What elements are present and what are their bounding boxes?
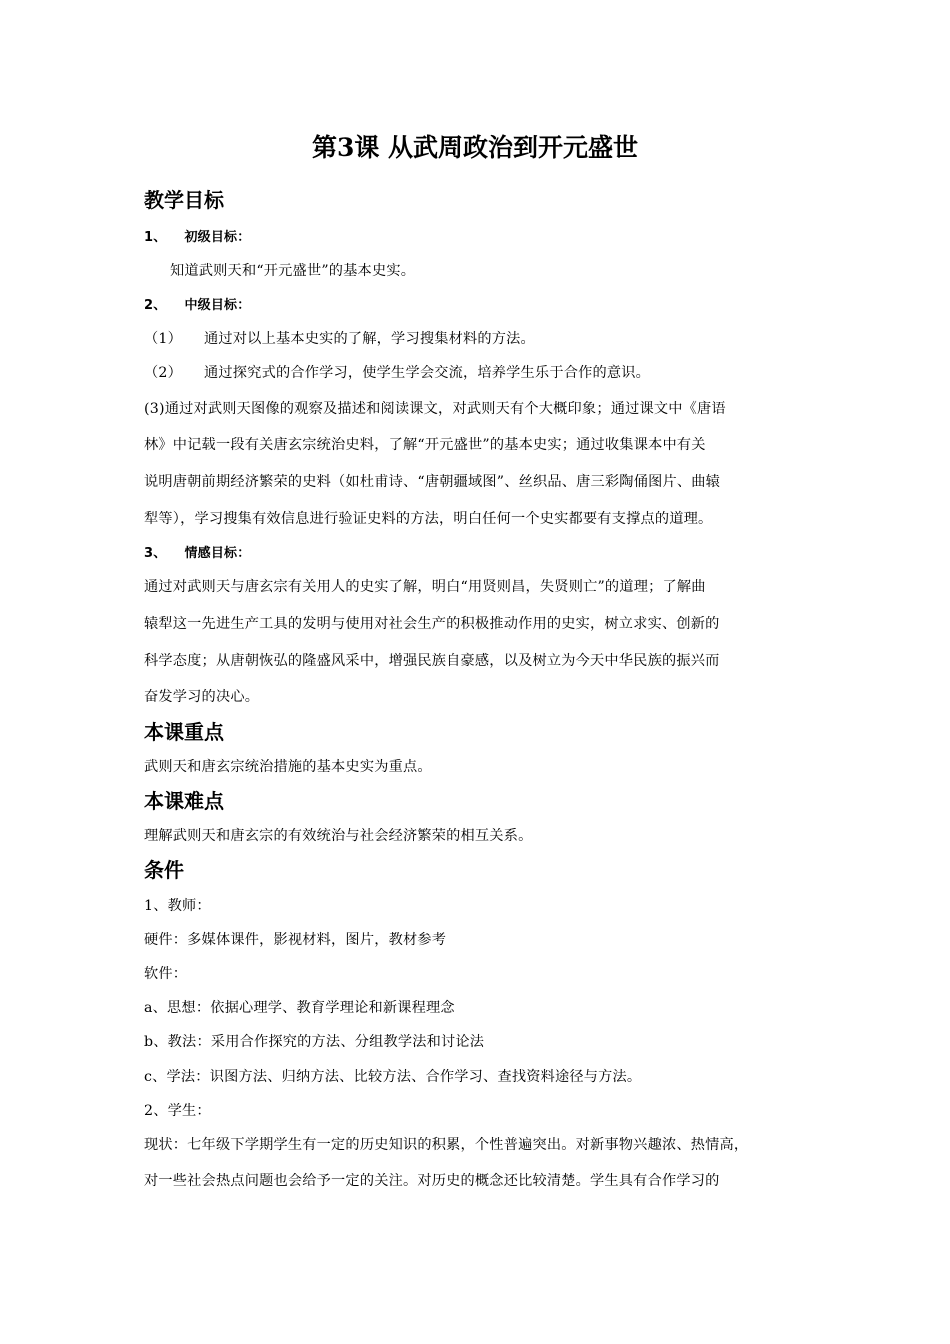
goal-1-label: 初级目标： bbox=[184, 230, 251, 245]
item-text: 通过探究式的合作学习，使学生学会交流，培养学生乐于合作的意识。 bbox=[204, 365, 651, 381]
heading-key-points: 本课重点 bbox=[144, 720, 224, 744]
teacher-label: 1、教师： bbox=[144, 898, 211, 914]
goal-2-number: 2、 bbox=[144, 298, 167, 313]
item-number: （2） bbox=[144, 365, 183, 381]
goal-3 bbox=[144, 542, 814, 565]
thought-text: a、思想：依据心理学、教育学理论和新课程理念 bbox=[144, 1000, 455, 1016]
goal-2-item-3-line-1: (3)通过对武则天图像的观察及描述和阅读课文，对武则天有个大概印象；通过课文中《唐语 bbox=[144, 401, 726, 417]
goal-3-number: 3、 bbox=[144, 546, 167, 561]
item-text: 通过对以上基本史实的了解，学习搜集材料的方法。 bbox=[204, 331, 535, 347]
hardware-text: 硬件：多媒体课件，影视材料，图片，教材参考 bbox=[144, 932, 447, 948]
goal-2-item-3-line-3: 说明唐朝前期经济繁荣的史料（如杜甫诗、“唐朝疆域图”、丝织品、唐三彩陶俑图片、曲辕 bbox=[144, 474, 721, 490]
software-label: 软件： bbox=[144, 966, 188, 982]
goal-2-item-1 bbox=[144, 328, 814, 350]
goal-3-label: 情感目标： bbox=[184, 546, 251, 561]
goal-2 bbox=[144, 294, 814, 317]
goal-2-item-3-line-4: 犁等），学习搜集有效信息进行验证史料的方法，明白任何一个史实都要有支撑点的道理。 bbox=[144, 511, 713, 527]
key-points-text: 武则天和唐玄宗统治措施的基本史实为重点。 bbox=[144, 759, 432, 775]
item-number: （1） bbox=[144, 331, 183, 347]
student-status-line-1: 现状：七年级下学期学生有一定的历史知识的积累，个性普遍突出。对新事物兴趣浓、热情高， bbox=[144, 1137, 749, 1153]
learning-method-text: c、学法：识图方法、归纳方法、比较方法、合作学习、查找资料途径与方法。 bbox=[144, 1069, 642, 1085]
goal-2-item-2 bbox=[144, 362, 814, 384]
heading-conditions: 条件 bbox=[144, 858, 184, 882]
goal-2-item-3-line-2: 林》中记载一段有关唐玄宗统治史料，了解“开元盛世”的基本史实；通过收集课本中有关 bbox=[144, 437, 706, 453]
goal-1-number: 1、 bbox=[144, 230, 167, 245]
student-status-line-2: 对一些社会热点问题也会给予一定的关注。对历史的概念还比较清楚。学生具有合作学习的 bbox=[144, 1173, 720, 1189]
goal-3-line-4: 奋发学习的决心。 bbox=[144, 689, 260, 705]
teaching-method-text: b、教法：采用合作探究的方法、分组教学法和讨论法 bbox=[144, 1034, 485, 1050]
heading-difficulties: 本课难点 bbox=[144, 789, 224, 813]
goal-3-line-2: 辕犁这一先进生产工具的发明与使用对社会生产的积极推动作用的史实，树立求实、创新的 bbox=[144, 616, 720, 632]
goal-3-line-1: 通过对武则天与唐玄宗有关用人的史实了解，明白“用贤则昌，失贤则亡”的道理；了解曲 bbox=[144, 579, 706, 595]
student-label: 2、学生： bbox=[144, 1103, 211, 1119]
goal-1 bbox=[144, 226, 814, 249]
difficulties-text: 理解武则天和唐玄宗的有效统治与社会经济繁荣的相互关系。 bbox=[144, 828, 533, 844]
heading-teaching-goals: 教学目标 bbox=[144, 188, 224, 212]
goal-3-line-3: 科学态度；从唐朝恢弘的隆盛风采中，增强民族自豪感，以及树立为今天中华民族的振兴而 bbox=[144, 653, 720, 669]
goal-2-label: 中级目标： bbox=[184, 298, 251, 313]
document-title: 第3课 从武周政治到开元盛世 bbox=[311, 133, 639, 162]
goal-1-text: 知道武则天和“开元盛世”的基本史实。 bbox=[170, 263, 416, 279]
